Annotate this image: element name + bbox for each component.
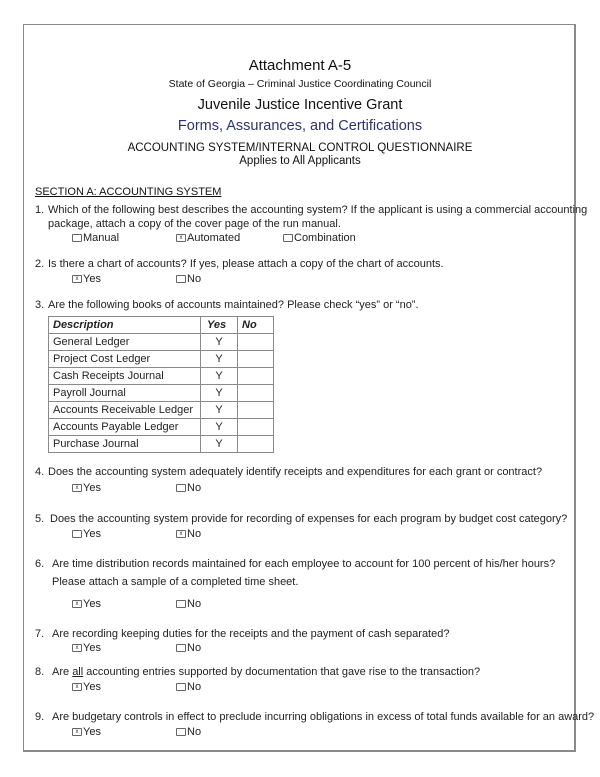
- question-6-number: 6.: [35, 558, 45, 570]
- row-yes-cell[interactable]: Y: [201, 334, 238, 351]
- checkbox-empty-icon: [72, 234, 82, 242]
- column-header-yes: Yes: [201, 317, 238, 334]
- question-1-text-cont: package, attach a copy of the cover page of the run manual.: [48, 218, 341, 230]
- q2-yes-checkbox[interactable]: x Yes: [72, 273, 101, 285]
- question-9-text: Are budgetary controls in effect to preclude incurring obligations in excess of total funds available for an award?: [52, 711, 595, 723]
- row-no-cell[interactable]: [238, 419, 274, 436]
- questionnaire-title: ACCOUNTING SYSTEM/INTERNAL CONTROL QUESTIONNAIRE: [127, 142, 473, 154]
- q1-manual-checkbox[interactable]: Manual: [72, 232, 119, 244]
- row-yes-cell[interactable]: Y: [201, 385, 238, 402]
- checkbox-empty-icon: [176, 644, 186, 652]
- row-yes-cell[interactable]: Y: [201, 368, 238, 385]
- row-yes-cell[interactable]: Y: [201, 436, 238, 453]
- checkbox-empty-icon: [176, 600, 186, 608]
- applies-subtitle: Applies to All Applicants: [239, 155, 361, 167]
- checkbox-empty-icon: [176, 728, 186, 736]
- q5-no-checkbox[interactable]: x No: [176, 528, 201, 540]
- checkbox-empty-icon: [176, 275, 186, 283]
- checkbox-checked-icon: x: [72, 600, 82, 608]
- table-row: [49, 402, 274, 419]
- question-5-number: 5.: [35, 513, 45, 525]
- table-row: [49, 385, 274, 402]
- checkbox-empty-icon: [283, 234, 293, 242]
- row-no-cell[interactable]: [238, 334, 274, 351]
- question-2-text: Is there a chart of accounts? If yes, please attach a copy of the chart of accounts.: [48, 258, 444, 270]
- question-1-text: Which of the following best describes the accounting system? If the applicant is using a commercial accounting: [48, 204, 588, 216]
- column-header-description: Description: [49, 317, 201, 334]
- checkbox-checked-icon: x: [176, 234, 186, 242]
- checkbox-checked-icon: x: [72, 644, 82, 652]
- q4-no-checkbox[interactable]: No: [176, 482, 201, 494]
- agency-name: State of Georgia – Criminal Justice Coordinating Council: [168, 78, 432, 90]
- question-3-number: 3.: [35, 299, 45, 311]
- q7-yes-checkbox[interactable]: x Yes: [72, 642, 101, 654]
- question-9-number: 9.: [35, 711, 45, 723]
- row-no-cell[interactable]: [238, 385, 274, 402]
- question-1-number: 1.: [35, 204, 45, 216]
- row-no-cell[interactable]: [238, 368, 274, 385]
- question-7-text: Are recording keeping duties for the receipts and the payment of cash separated?: [52, 628, 450, 640]
- row-no-cell[interactable]: [238, 351, 274, 368]
- table-row: [49, 368, 274, 385]
- books-of-accounts-table: [48, 316, 274, 453]
- row-no-cell[interactable]: [238, 402, 274, 419]
- checkbox-checked-icon: x: [176, 530, 186, 538]
- question-8-number: 8.: [35, 666, 45, 678]
- q1-combination-checkbox[interactable]: Combination: [283, 232, 356, 244]
- attachment-title: Attachment A-5: [248, 57, 352, 74]
- q1-automated-checkbox[interactable]: x Automated: [176, 232, 240, 244]
- q6-no-checkbox[interactable]: No: [176, 598, 201, 610]
- emphasis-all: all: [72, 666, 84, 678]
- q6-yes-checkbox[interactable]: x Yes: [72, 598, 101, 610]
- q9-yes-checkbox[interactable]: x Yes: [72, 726, 101, 738]
- row-yes-cell[interactable]: Y: [201, 351, 238, 368]
- question-3-text: Are the following books of accounts maintained? Please check “yes” or “no”.: [48, 299, 419, 311]
- grant-title: Juvenile Justice Incentive Grant: [197, 97, 403, 113]
- q5-yes-checkbox[interactable]: Yes: [72, 528, 101, 540]
- q8-no-checkbox[interactable]: No: [176, 681, 201, 693]
- q9-no-checkbox[interactable]: No: [176, 726, 201, 738]
- q4-yes-checkbox[interactable]: x Yes: [72, 482, 101, 494]
- row-description: Accounts Receivable Ledger: [49, 402, 201, 419]
- checkbox-checked-icon: x: [72, 275, 82, 283]
- question-5-text: Does the accounting system provide for recording of expenses for each program by budget cost category?: [50, 513, 568, 525]
- row-description: Purchase Journal: [49, 436, 201, 453]
- q2-no-checkbox[interactable]: No: [176, 273, 201, 285]
- question-6-text-cont: Please attach a sample of a completed time sheet.: [52, 576, 299, 588]
- question-7-number: 7.: [35, 628, 45, 640]
- row-no-cell[interactable]: [238, 436, 274, 453]
- row-yes-cell[interactable]: Y: [201, 402, 238, 419]
- q8-yes-checkbox[interactable]: x Yes: [72, 681, 101, 693]
- row-description: Accounts Payable Ledger: [49, 419, 201, 436]
- table-row: [49, 334, 274, 351]
- question-4-number: 4.: [35, 466, 45, 478]
- row-description: Payroll Journal: [49, 385, 201, 402]
- forms-heading: Forms, Assurances, and Certifications: [177, 118, 423, 134]
- row-yes-cell[interactable]: Y: [201, 419, 238, 436]
- section-a-title: SECTION A: ACCOUNTING SYSTEM: [35, 186, 222, 198]
- row-description: Project Cost Ledger: [49, 351, 201, 368]
- row-description: Cash Receipts Journal: [49, 368, 201, 385]
- question-4-text: Does the accounting system adequately identify receipts and expenditures for each grant or contract?: [48, 466, 543, 478]
- checkbox-checked-icon: x: [72, 683, 82, 691]
- table-row: [49, 351, 274, 368]
- row-description: General Ledger: [49, 334, 201, 351]
- question-8-text: Are all accounting entries supported by documentation that gave rise to the transaction?: [52, 666, 481, 678]
- checkbox-checked-icon: x: [72, 728, 82, 736]
- checkbox-empty-icon: [176, 484, 186, 492]
- table-row: [49, 436, 274, 453]
- column-header-no: No: [238, 317, 274, 334]
- checkbox-empty-icon: [176, 683, 186, 691]
- table-header-row: [49, 317, 274, 334]
- checkbox-empty-icon: [72, 530, 82, 538]
- question-6-text: Are time distribution records maintained for each employee to account for 100 percent of his/her hours?: [52, 558, 556, 570]
- q7-no-checkbox[interactable]: No: [176, 642, 201, 654]
- question-2-number: 2.: [35, 258, 45, 270]
- table-row: [49, 419, 274, 436]
- checkbox-checked-icon: x: [72, 484, 82, 492]
